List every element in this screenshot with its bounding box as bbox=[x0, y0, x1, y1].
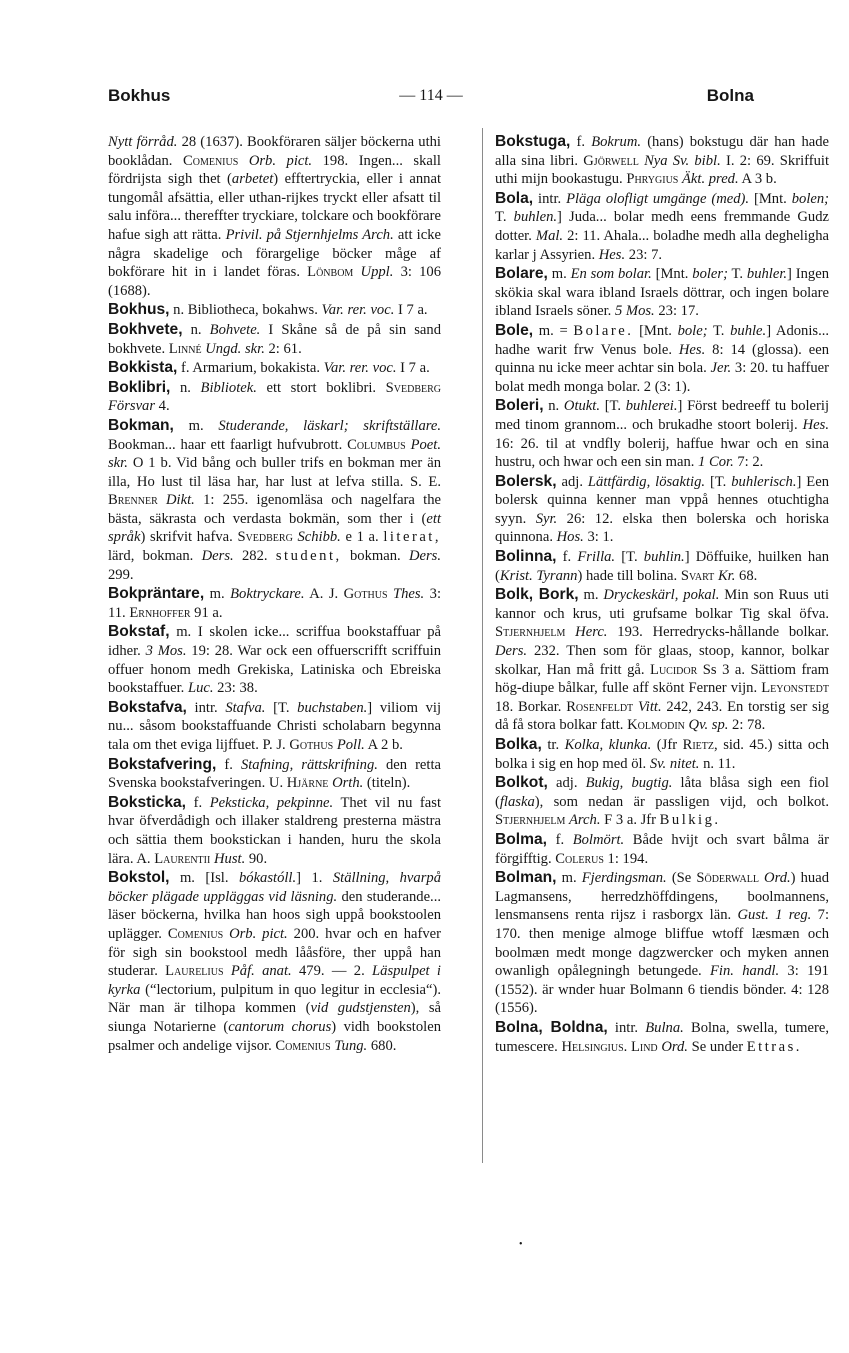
dictionary-entry bbox=[495, 586, 829, 735]
entry-body: intr. Pläga olofligt umgänge (med). [Mnt. bolen; T. buhlen.] Juda... bolar medh eens fremmande Gudz dotter. Mal. 2: 11. Ahala... boladhe medh alla degheligha karlar j Assyrien. Hes. 23: 7. bbox=[495, 190, 830, 263]
entry-headword: Bole, bbox=[495, 321, 534, 339]
entry-headword: Bolka, bbox=[495, 736, 542, 753]
entry-headword: Bola, bbox=[495, 189, 534, 207]
entry-body: m. Fjerdingsman. (Se Söderwall Ord.) huad Lagmansens, herredzhöffdingens, boolmannens, lensmansens renta rijsz i rasborgx län. Gust. 1 reg. 7: 170. then menige almoge bliffue wtoff læsmæn och boolmæn medt monge dagzwercker och myken annen owanligh opålegningh betungede. Fin. handl. 3: 191 (1552). är wnder huar Bolmann 6 tiendis bönder. 4: 128 (1556). bbox=[495, 870, 829, 1017]
entry-headword: Boklibri, bbox=[108, 378, 171, 396]
entry-headword: Bokkista, bbox=[108, 359, 178, 377]
footer-mark: • bbox=[519, 1239, 523, 1250]
dictionary-entry bbox=[108, 301, 441, 320]
entry-headword: Bolma, bbox=[495, 830, 547, 848]
entry-headword: Bokstol, bbox=[108, 869, 170, 887]
dictionary-entry bbox=[108, 869, 441, 1055]
entry-body: n. Bibliotheca, bokahws. Var. rer. voc. I 7 a. bbox=[169, 302, 428, 319]
entry-body: adj. Lättfärdig, lösaktig. [T. buhlerisch.] Een bolersk quinna kenner man vppå hennes otuchtigha syyn. Syr. 26: 12. elska then bolerska och horiska quinnona. Hos. 3: 1. bbox=[495, 473, 829, 546]
dictionary-entry bbox=[108, 133, 441, 300]
entry-headword: Bokhus, bbox=[108, 301, 170, 319]
entry-body: f. Bokrum. (hans) bokstugu där han hade alla sina libri. Gjörwell Nya Sv. bibl. I. 2: 69. Skriffuit uthi mijn bookastugu. Phrygius Äkt. pred. A 3 b. bbox=[495, 134, 829, 188]
dictionary-entry bbox=[495, 133, 829, 189]
dictionary-entry bbox=[495, 831, 829, 868]
entry-body: m. I skolen icke... scriffua bookstaffuar på idher. 3 Mos. 19: 28. War ock een offuerscrifft scriffuin offuer honom medh Grekiska, Latiniska och Ebreiska bookstaffuer. Luc. 23: 38. bbox=[108, 624, 442, 697]
dictionary-entry bbox=[108, 321, 441, 358]
entry-headword: Bolk, Bork, bbox=[495, 586, 579, 604]
dictionary-entry bbox=[108, 623, 441, 697]
dictionary-entry bbox=[495, 774, 829, 830]
entry-body: n. Otukt. [T. buhlerei.] Först bedreeff tu bolerij med tinom grannom... och brukadhe stoort bolerij. Hes. 16: 26. til at vndfly bolerij, haffue hwar och en sina hustru, och hwar och een sin man. 1 Cor. 7: 2. bbox=[495, 398, 829, 471]
entry-body: f. Peksticka, pekpinne. Thet vil nu fast hvar öfverdådigh och illaker staldreng presterna mästra och sättia them bookstickan i handen, huru the skola lära. A. Laurentii Hust. 90. bbox=[108, 794, 442, 867]
dictionary-entry bbox=[108, 359, 441, 378]
entry-headword: Bokstuga, bbox=[495, 133, 571, 150]
entry-body: tr. Kolka, klunka. (Jfr Rietz, sid. 45.) sitta och bolka i sig en hop med öl. Sv. nitet. n. 11. bbox=[495, 737, 829, 772]
running-head-left: Bokhus bbox=[108, 86, 171, 105]
entry-headword: Bokstafva, bbox=[108, 698, 187, 716]
dictionary-entry bbox=[495, 473, 829, 547]
dictionary-entry bbox=[108, 794, 441, 868]
entry-body: f. Bolmört. Både hvijt och svart bålma är förgifftig. Colerus 1: 194. bbox=[495, 831, 829, 867]
entry-body: adj. Bukig, bugtig. låta blåsa sigh een fiol (flaska), som nedan är passligen vijd, och bolkot. Stjernhjelm Arch. F 3 a. Jfr Bulkig. bbox=[495, 775, 829, 829]
entry-headword: Bokstaf, bbox=[108, 623, 170, 641]
entry-body: f. Armarium, bokakista. Var. rer. voc. I 7 a. bbox=[177, 360, 430, 377]
entry-headword: Bokhvete, bbox=[108, 320, 183, 338]
entry-body: intr. Stafva. [T. buchstaben.] viliom vij nu... såsom bookstaffuande Christi scholabarn begynna tala om thet eviga lijffuet. P. J. Gothus Poll. A 2 b. bbox=[108, 699, 441, 753]
page-header bbox=[108, 86, 754, 112]
entry-headword: Bokstafvering, bbox=[108, 755, 217, 773]
entry-headword: Bolinna, bbox=[495, 548, 557, 566]
entry-headword: Bolman, bbox=[495, 869, 557, 887]
dictionary-entry bbox=[495, 265, 829, 321]
entry-body: m. En som bolar. [Mnt. boler; T. buhler.] Ingen skökia skal wara ibland Israels döttrar, och ingen bolare ibland Israels söner. 5 Mos. 23: 17. bbox=[495, 266, 829, 320]
dictionary-entry bbox=[495, 736, 829, 773]
right-column bbox=[495, 133, 829, 1057]
dictionary-entry bbox=[495, 397, 829, 471]
entry-body: f. Frilla. [T. buhlin.] Döffuike, huilken han (Krist. Tyrann) hade till bolina. Svart Kr. 68. bbox=[495, 549, 830, 584]
entry-headword: Bolare, bbox=[495, 265, 548, 283]
dictionary-entry bbox=[495, 190, 829, 264]
left-column bbox=[108, 133, 441, 1056]
entry-headword: Boksticka, bbox=[108, 793, 187, 811]
entry-body: m. Studerande, läskarl; skriftställare. Bookman... haar ett faarligt hufvubrott. Columbus Poet. skr. O 1 b. Vid bång och buller trifs en bokman mer än illa, Ho lust til läsa har, har lust at lefva stilla. S. E. Brenner Dikt. 1: 255. igenomläsa och nagelfara the bästa, säkrasta och verdasta bokmän, som ther i (ett språk) skrifvit hafva. Svedberg Schibb. e 1 a. literat, lärd, bokman. Ders. 282. student, bokman. Ders. 299. bbox=[108, 417, 442, 583]
entry-body: m. [Isl. bókastóll.] 1. Ställning, hvarpå böcker plägade uppläggas vid läsning. den studerande... läser böckerna, hvilka han hoos sigh uppå bookstoolen uplägger. Comenius Orb. pict. 200. hvar och en hafver för sigh sin bookstool medh lååsföre, ther uppå han studerar. Laurelius Påf. anat. 479. — 2. Läspulpet i kyrka (“lectorium, pulpitum in quo legitur in ecclesia“). När man är tilhopa kommen (vid gudstjensten), så siunga Notarierne (cantorum chorus) vidh bookstolen psalmer och andelige vijsor. Comenius Tung. 680. bbox=[108, 870, 441, 1054]
dictionary-entry bbox=[108, 585, 441, 622]
dictionary-entry bbox=[495, 1019, 829, 1056]
running-head-right: Bolna bbox=[706, 86, 754, 105]
entry-headword: Bolna, Boldna, bbox=[495, 1018, 608, 1036]
entry-body: m. Boktryckare. A. J. Gothus Thes. 3: 11. Ernhoffer 91 a. bbox=[108, 586, 442, 621]
dictionary-entry bbox=[495, 869, 829, 1018]
entry-body: m. = Bolare. [Mnt. bole; T. buhle.] Adonis... hadhe warit frw Venus bole. Hes. 8: 14 (glossa). een quinna nu icke meer achtar sin bola. Jer. 3: 20. tu haffuer bolat medh monga bolar. 2 (3: 1). bbox=[495, 322, 830, 395]
dictionary-entry bbox=[108, 756, 441, 793]
entry-body: f. Stafning, rättskrifning. den retta Svenska bookstafveringen. U. Hjärne Orth. (titeln). bbox=[108, 756, 441, 792]
dictionary-entry bbox=[108, 417, 441, 584]
page-number: — 114 — bbox=[399, 87, 463, 104]
column-divider bbox=[482, 128, 483, 1163]
entry-body: n. Bibliotek. ett stort boklibri. Svedberg Försvar 4. bbox=[108, 379, 441, 415]
dictionary-entry bbox=[495, 322, 829, 396]
entry-headword: Boleri, bbox=[495, 397, 544, 415]
entry-body: n. Bohvete. I Skåne så de på sin sand bokhvete. Linné Ungd. skr. 2: 61. bbox=[108, 321, 441, 357]
dictionary-entry bbox=[495, 548, 829, 585]
entry-body: Nytt förråd. 28 (1637). Bookföraren säljer böckerna uthi booklådan. Comenius Orb. pict. 198. Ingen... skall fördrijsta sigh thet (arbetet) efftertryckia, eller i annat tungomål afsättia, eller uthan-rijkes tryckt eller afsatt til salu införa... thereffter tryckiare, tolckare och bookförare hafue sigh att rätta. Privil. på Stjernhjelms Arch. att icke några skadelige och förargelige böcker måge af bokförare hit in i landet föras. Lönbom Uppl. 3: 106 (1688). bbox=[108, 134, 442, 299]
entry-body: m. Dryckeskärl, pokal. Min son Ruus uti kannor och krus, uti grufsame bolkar Tig skal öfva. Stjernhjelm Herc. 193. Herredrycks-hållande bolkar. Ders. 232. Then som för glaas, stoop, kannor, bolkar skolkar, Han må fritt gå. Lucidor Ss 3 a. Sättiom fram hög-diupe bålkar, fulle aff skönt Ferner vijn. Leyonstedt 18. Borkar. Rosenfeldt Vitt. 242, 243. En torstig ser sig då få stora bolkar fatt. Kolmodin Qv. sp. 2: 78. bbox=[495, 587, 830, 734]
dictionary-entry bbox=[108, 699, 441, 755]
entry-headword: Bolersk, bbox=[495, 472, 557, 490]
entry-body: intr. Bulna. Bolna, swella, tumere, tumescere. Helsingius. Lind Ord. Se under Ettras. bbox=[495, 1019, 829, 1055]
entry-headword: Bokpräntare, bbox=[108, 585, 205, 603]
entry-headword: Bokman, bbox=[108, 416, 174, 434]
entry-headword: Bolkot, bbox=[495, 774, 548, 792]
dictionary-entry bbox=[108, 379, 441, 416]
